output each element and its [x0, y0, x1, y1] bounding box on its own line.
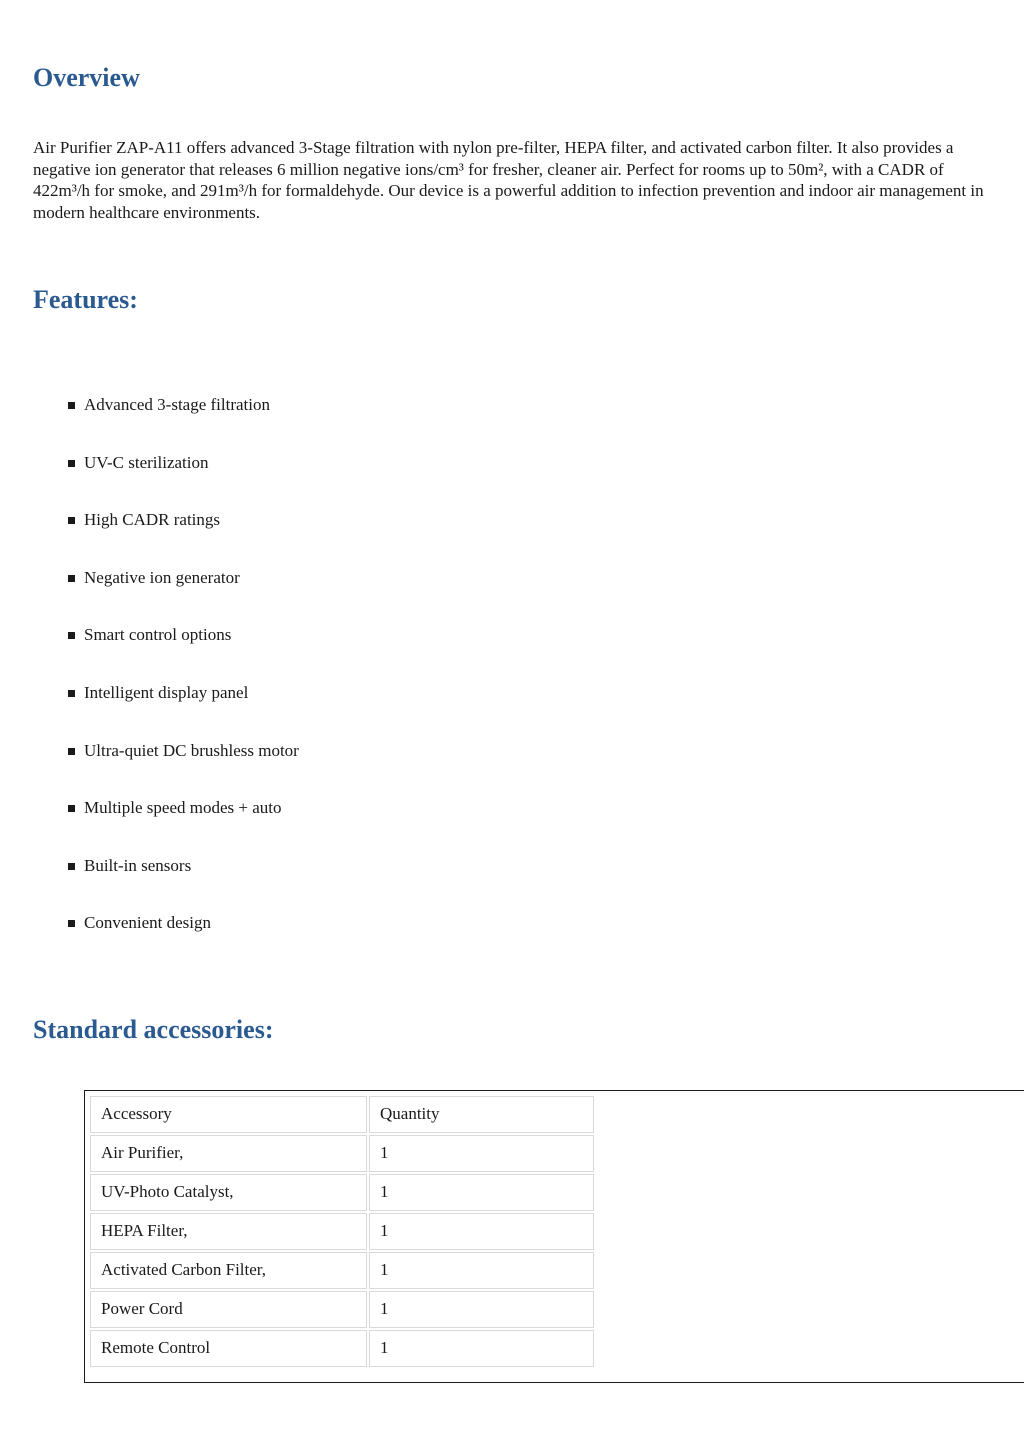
list-item: [0, 566, 299, 624]
quantity-cell: 1: [369, 1213, 594, 1250]
square-bullet-icon: [68, 575, 75, 582]
feature-label: UV-C sterilization: [84, 452, 209, 472]
square-bullet-icon: [68, 748, 75, 755]
column-header-quantity: Quantity: [369, 1096, 594, 1133]
overview-heading: Overview: [33, 63, 140, 92]
accessory-cell: UV-Photo Catalyst,: [90, 1174, 367, 1211]
accessory-cell: Power Cord: [90, 1291, 367, 1328]
table-row: [90, 1174, 594, 1211]
feature-label: Multiple speed modes + auto: [84, 798, 282, 818]
accessory-cell: Remote Control: [90, 1330, 367, 1367]
accessories-heading: Standard accessories:: [33, 1015, 274, 1044]
quantity-cell: 1: [369, 1135, 594, 1172]
accessory-cell: HEPA Filter,: [90, 1213, 367, 1250]
feature-label: Ultra-quiet DC brushless motor: [84, 740, 299, 760]
square-bullet-icon: [68, 632, 75, 639]
feature-label: High CADR ratings: [84, 510, 220, 530]
list-item: [0, 739, 299, 797]
square-bullet-icon: [68, 690, 75, 697]
quantity-cell: 1: [369, 1291, 594, 1328]
table-row: [90, 1252, 594, 1289]
feature-label: Built-in sensors: [84, 855, 192, 875]
table-header-row: [90, 1096, 594, 1133]
square-bullet-icon: [68, 402, 75, 409]
quantity-cell: 1: [369, 1252, 594, 1289]
quantity-cell: 1: [369, 1330, 594, 1367]
features-list: [0, 393, 299, 969]
square-bullet-icon: [68, 517, 75, 524]
list-item: [0, 393, 299, 451]
feature-label: Intelligent display panel: [84, 682, 249, 702]
feature-label: Advanced 3-stage filtration: [84, 395, 270, 414]
list-item: [0, 451, 299, 509]
list-item: [0, 854, 299, 912]
list-item: [0, 681, 299, 739]
square-bullet-icon: [68, 920, 75, 927]
table-row: [90, 1213, 594, 1250]
table-row: [90, 1135, 594, 1172]
square-bullet-icon: [68, 863, 75, 870]
accessories-table-frame: [84, 1090, 1024, 1383]
table-row: [90, 1291, 594, 1328]
list-item: [0, 508, 299, 566]
quantity-cell: 1: [369, 1174, 594, 1211]
accessories-table: [88, 1094, 596, 1369]
accessory-cell: Activated Carbon Filter,: [90, 1252, 367, 1289]
overview-paragraph: Air Purifier ZAP-A11 offers advanced 3-Stage filtration with nylon pre-filter, HEPA filter, and activated carbon filter. It also provides a negative ion generator that releases 6 million negative ions/cm³ for fresher, cleaner air. Perfect for rooms up to 50m², with a CADR of 422m³/h for smoke, and 291m³/h for formaldehyde. Our device is a powerful addition to infection prevention and indoor air management in modern healthcare environments.: [33, 138, 984, 222]
feature-label: Smart control options: [84, 625, 232, 645]
features-heading: Features:: [33, 285, 138, 314]
square-bullet-icon: [68, 460, 75, 467]
list-item: [0, 623, 299, 681]
feature-label: Negative ion generator: [84, 567, 240, 587]
accessory-cell: Air Purifier,: [90, 1135, 367, 1172]
square-bullet-icon: [68, 805, 75, 812]
list-item: [0, 796, 299, 854]
table-row: [90, 1330, 594, 1367]
list-item: [0, 911, 299, 969]
column-header-accessory: Accessory: [90, 1096, 367, 1133]
feature-label: Convenient design: [84, 913, 212, 933]
